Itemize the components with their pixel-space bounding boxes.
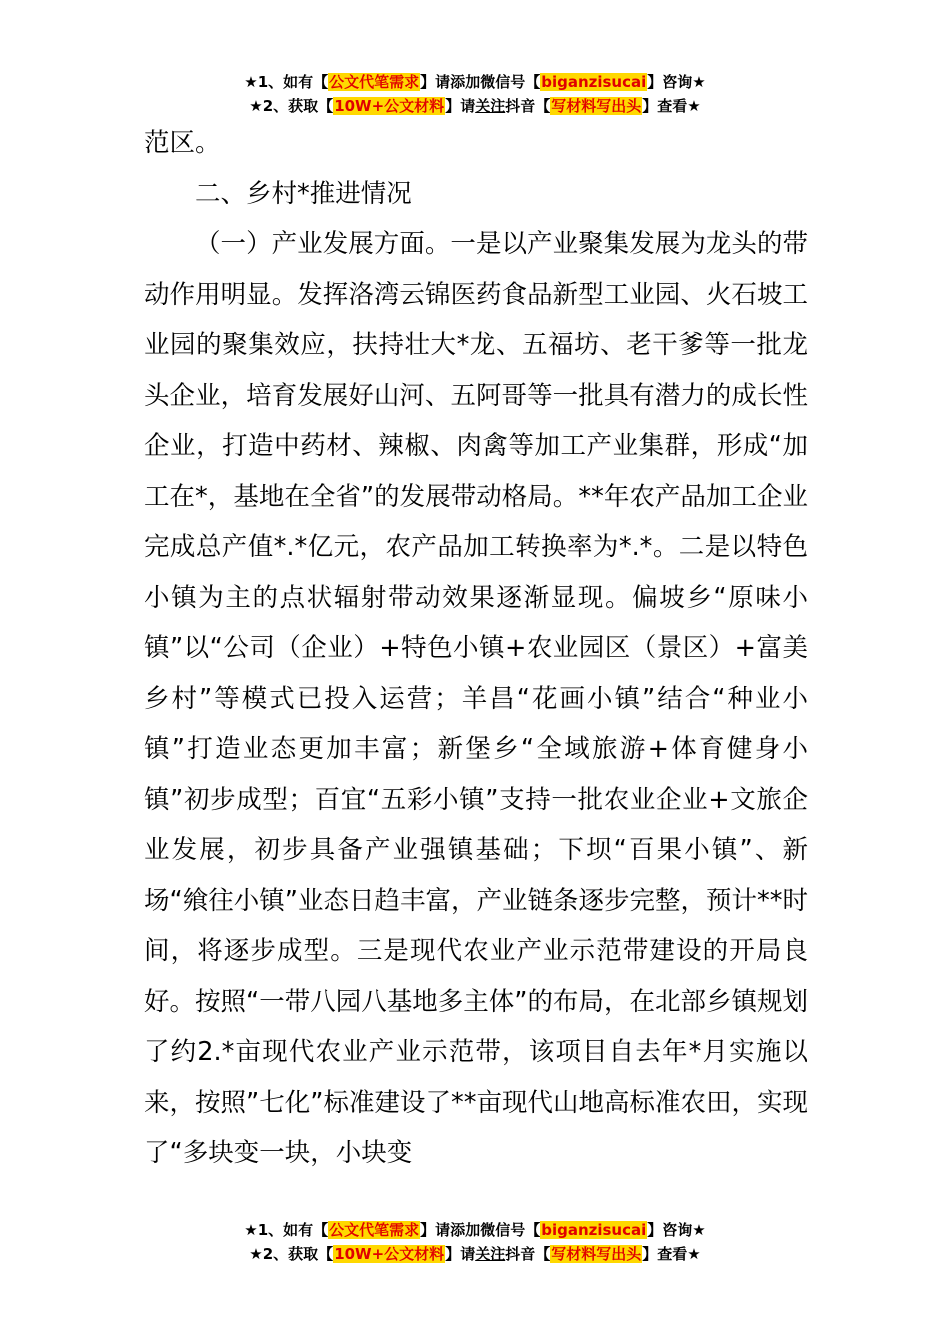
banner-text: 微信号【 — [480, 73, 541, 91]
banner-highlight: 公文代笔需求 — [329, 73, 420, 91]
banner-text: 抖音【 — [505, 1245, 551, 1263]
banner-highlight: 公文代笔需求 — [329, 1221, 420, 1239]
banner-text: 】查看★ — [642, 1245, 701, 1263]
banner-highlight: 10W+公文材料 — [334, 1245, 445, 1263]
banner-text: 】请 — [445, 1245, 476, 1263]
text-fragment: 范区。 — [144, 128, 221, 158]
footer-banner — [0, 1218, 950, 1266]
banner-text: ★1、如有【 — [244, 1221, 329, 1239]
banner-line-1 — [0, 1218, 950, 1242]
banner-text: 】咨询★ — [647, 73, 706, 91]
banner-text: 抖音【 — [505, 97, 551, 115]
banner-text: 关注 — [475, 1245, 506, 1263]
banner-text: 】查看★ — [642, 97, 701, 115]
banner-text: 】请 — [445, 97, 476, 115]
banner-line-2 — [0, 1242, 950, 1266]
banner-text: 加 — [465, 1221, 481, 1239]
banner-text: ★2、获取【 — [249, 1245, 334, 1263]
banner-text: 】请添 — [420, 73, 466, 91]
banner-text: 】咨询★ — [647, 1221, 706, 1239]
header-banner — [0, 70, 950, 118]
banner-highlight: biganzisucai — [541, 73, 647, 91]
body-paragraph: （一）产业发展方面。一是以产业聚集发展为龙头的带动作用明显。发挥洛湾云锦医药食品新型工业园、火石坡工业园的聚集效应，扶持壮大*龙、五福坊、老干爹等一批龙头企业，培育发展好山河、五阿哥等一批具有潜力的成长性企业，打造中药材、辣椒、肉禽等加工产业集群，形成“加工在*，基地在全省”的发展带动格局。**年农产品加工企业完成总产值*.*亿元，农产品加工转换率为*.*。二是以特色小镇为主的点状辐射带动效果逐渐显现。偏坡乡“原味小镇”以“公司（企业）+特色小镇+农业园区（景区）+富美乡村”等模式已投入运营；羊昌“花画小镇”结合“种业小镇”打造业态更加丰富；新堡乡“全域旅游+体育健身小镇”初步成型；百宜“五彩小镇”支持一批农业企业+文旅企业发展，初步具备产业强镇基础；下坝“百果小镇”、新场“飨往小镇”业态日趋丰富，产业链条逐步完整，预计**时间，将逐步成型。三是现代农业产业示范带建设的开局良好。按照“一带八园八基地多主体”的布局，在北部乡镇规划了约2.*亩现代农业产业示范带，该项目自去年*月实施以来，按照”七化”标准建设了**亩现代山地高标准农田，实现了“多块变一块，小块变 — [144, 229, 808, 1168]
banner-line-2 — [0, 94, 950, 118]
banner-text: 关注 — [475, 97, 506, 115]
banner-highlight: 写材料写出头 — [551, 1245, 642, 1263]
banner-highlight: biganzisucai — [541, 1221, 647, 1239]
banner-text: 加 — [465, 73, 481, 91]
banner-text: 】请添 — [420, 1221, 466, 1239]
banner-text: 微信号【 — [480, 1221, 541, 1239]
banner-text: ★2、获取【 — [249, 97, 334, 115]
banner-text: ★1、如有【 — [244, 73, 329, 91]
banner-line-1 — [0, 70, 950, 94]
banner-highlight: 写材料写出头 — [551, 97, 642, 115]
document-body — [144, 118, 808, 1179]
section-heading: 二、乡村*推进情况 — [195, 178, 412, 209]
banner-highlight: 10W+公文材料 — [334, 97, 445, 115]
